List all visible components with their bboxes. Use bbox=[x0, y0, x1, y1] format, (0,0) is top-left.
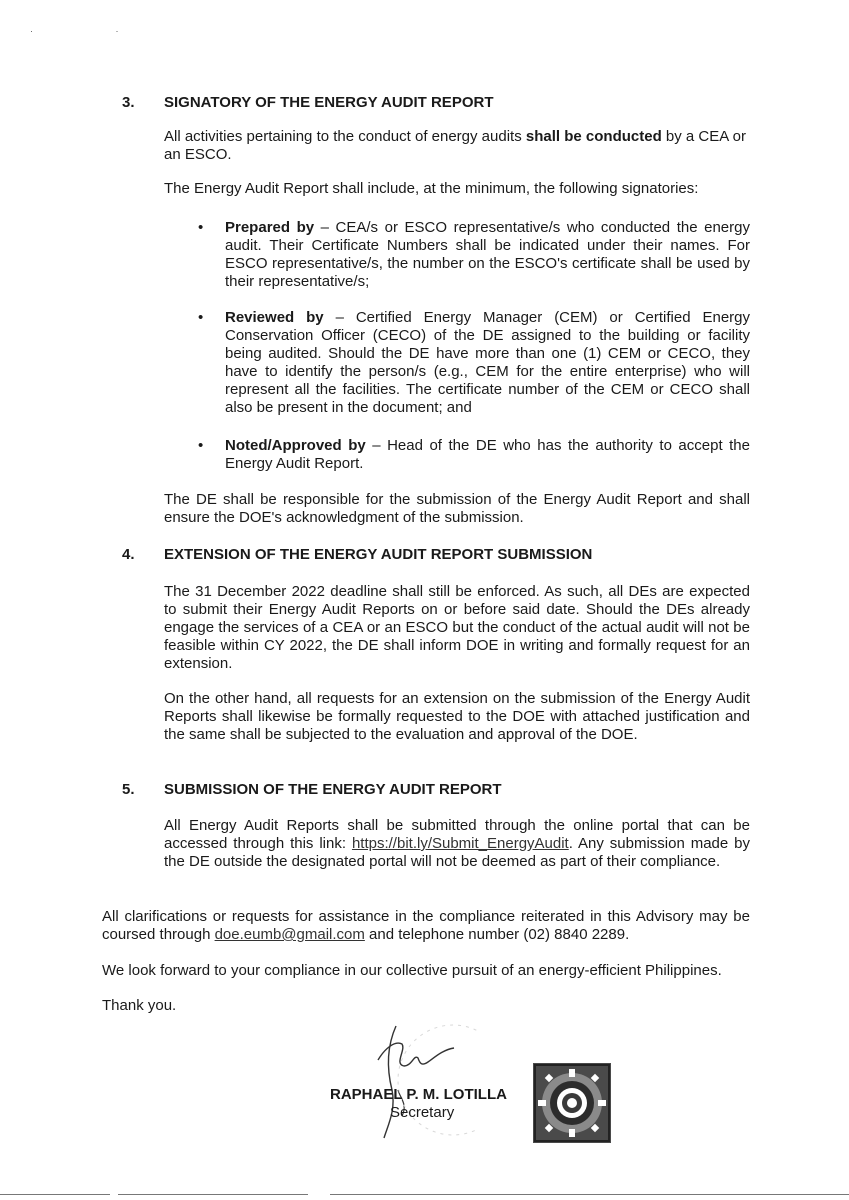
s4-paragraph-2: On the other hand, all requests for an extension on the submission of the Energy Audit Reports shall likewise be formally requested to the DOE with attached justification and the same shall be subjected to the evaluation and approval of the DOE. bbox=[164, 690, 750, 743]
section-3-heading bbox=[122, 94, 493, 112]
bold-text: shall be conducted bbox=[525, 128, 662, 145]
bullet-body: – Head of the DE who has the authority to accept the Energy Audit Report. bbox=[225, 437, 750, 472]
s4-paragraph-1: The 31 December 2022 deadline shall still be enforced. As such, all DEs are expected to submit their Energy Audit Reports on or before said date. Should the DEs already engage the services of a CEA or an ESCO but the conduct of the actual audit will not be feasible within CY 2022, the DE shall inform DOE in writing and formally request for an extension. bbox=[164, 583, 750, 672]
scan-marks: · · bbox=[30, 26, 159, 36]
bullet-body: – CEA/s or ESCO representative/s who conducted the energy audit. Their Certificate Numbers shall be indicated under their names. For ESCO representative/s, the number on the ESCO's certificate shall be used by their representative/s; bbox=[225, 219, 750, 290]
bullet-noted-approved-by bbox=[198, 437, 750, 473]
s3-paragraph-1 bbox=[164, 128, 750, 164]
bullet-body: – Certified Energy Manager (CEM) or Certified Energy Conservation Officer (CECO) of the DE assigned to the building or facility being audited. Should the DE have more than one (1) CEM or CECO, they have to identify the person/s (e.g., CEM for the entire enterprise) who will represent all the facilities. The certificate number of the CEM or CECO shall also be present in the document; and bbox=[225, 309, 751, 416]
section-number: 4. bbox=[122, 546, 135, 563]
bullet-label: Prepared by bbox=[225, 219, 315, 236]
bullet-text bbox=[225, 219, 750, 291]
bullet-reviewed-by bbox=[198, 309, 750, 417]
text: All Energy Audit Reports shall be submitted through the online portal that can be accessed through this link: bbox=[164, 817, 750, 852]
bullet-label: Noted/Approved by bbox=[225, 437, 366, 454]
text: . Any submission made by the DE outside the designated portal will not be deemed as part of their compliance. bbox=[164, 835, 750, 870]
section-5-heading bbox=[122, 781, 502, 799]
bullet-dot-icon: • bbox=[198, 219, 204, 236]
bullet-text bbox=[225, 309, 750, 417]
section-number: 3. bbox=[122, 94, 135, 111]
section-title: SUBMISSION OF THE ENERGY AUDIT REPORT bbox=[164, 781, 502, 798]
text: by a CEA or an ESCO. bbox=[164, 128, 746, 163]
portal-link[interactable]: https://bit.ly/Submit_EnergyAudit bbox=[351, 835, 569, 852]
section-4-heading bbox=[122, 546, 592, 564]
bullet-label: Reviewed by bbox=[225, 309, 324, 326]
doe-seal-icon bbox=[533, 1063, 611, 1143]
section-title: EXTENSION OF THE ENERGY AUDIT REPORT SUBMISSION bbox=[164, 546, 593, 563]
scan-edge-line bbox=[330, 1194, 849, 1195]
text: and telephone number (02) 8840 2289. bbox=[364, 926, 630, 943]
closing-paragraph-2: We look forward to your compliance in our collective pursuit of an energy-efficient Philippines. bbox=[102, 962, 722, 979]
s5-paragraph-1 bbox=[164, 817, 750, 871]
bullet-text bbox=[225, 437, 750, 473]
signature-scribble bbox=[358, 1020, 478, 1140]
bullet-dot-icon: • bbox=[198, 437, 204, 454]
signatory-title: Secretary bbox=[390, 1104, 455, 1121]
s3-paragraph-3: The DE shall be responsible for the submission of the Energy Audit Report and shall ensure the DOE's acknowledgment of the submission. bbox=[164, 491, 750, 526]
closing-paragraph-1 bbox=[102, 908, 750, 944]
email-link[interactable]: doe.eumb@gmail.com bbox=[214, 926, 365, 943]
section-number: 5. bbox=[122, 781, 135, 798]
text: All activities pertaining to the conduct of energy audits bbox=[164, 128, 526, 145]
scan-edge-line bbox=[0, 1194, 110, 1195]
s3-paragraph-2: The Energy Audit Report shall include, at the minimum, the following signatories: bbox=[164, 180, 699, 197]
text: All clarifications or requests for assistance in the compliance reiterated in this Advisory may be coursed through bbox=[102, 908, 750, 943]
bullet-prepared-by bbox=[198, 219, 750, 291]
signatory-name: RAPHAEL P. M. LOTILLA bbox=[330, 1086, 507, 1103]
thank-you: Thank you. bbox=[102, 997, 177, 1014]
bullet-dot-icon: • bbox=[198, 309, 204, 326]
signature-block bbox=[328, 1020, 538, 1170]
section-title: SIGNATORY OF THE ENERGY AUDIT REPORT bbox=[164, 94, 494, 111]
scan-edge-line bbox=[118, 1194, 308, 1195]
